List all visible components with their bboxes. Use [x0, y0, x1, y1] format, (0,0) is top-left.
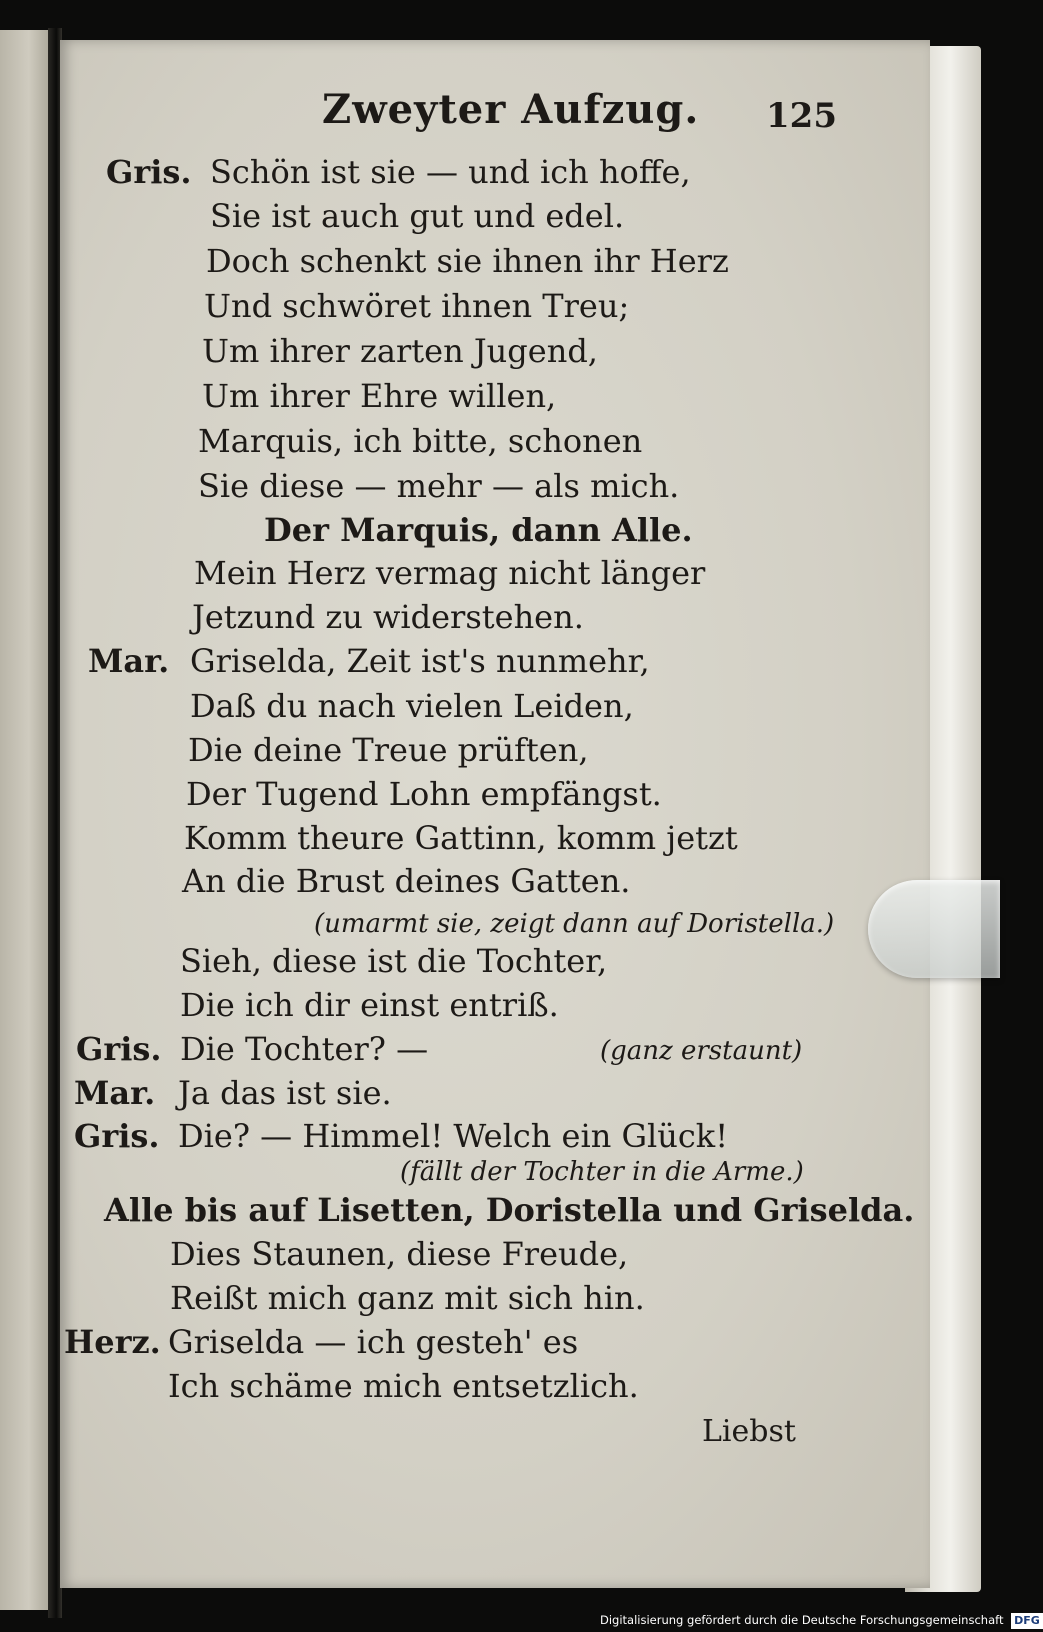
- verse-line: Jetzund zu widerstehen.: [192, 598, 584, 636]
- verse-line: Mein Herz vermag nicht länger: [194, 554, 706, 592]
- stage-direction: (fällt der Tochter in die Arme.): [400, 1157, 804, 1187]
- verse-line: Marquis, ich bitte, schonen: [198, 422, 643, 460]
- verse-line: Ich schäme mich entsetzlich.: [168, 1367, 639, 1405]
- verse-line: Sie ist auch gut und edel.: [210, 197, 625, 235]
- verse-line: Die deine Treue prüften,: [188, 731, 589, 769]
- verse-line: Ja das ist sie.: [178, 1074, 392, 1112]
- running-head: Zweyter Aufzug.: [322, 86, 700, 133]
- speaker-label: Herz.: [64, 1323, 161, 1361]
- verse-line: Schön ist sie — und ich hoffe,: [210, 153, 691, 191]
- verse-line: Sieh, diese ist die Tochter,: [180, 942, 608, 980]
- verse-line: Reißt mich ganz mit sich hin.: [170, 1279, 645, 1317]
- verse-line: Und schwöret ihnen Treu;: [204, 287, 630, 325]
- footer-text: Digitalisierung gefördert durch die Deutsche Forschungsgemeinschaft: [600, 1613, 1004, 1627]
- verse-line: Die Tochter? —: [180, 1030, 429, 1068]
- stage-direction: (ganz erstaunt): [600, 1036, 803, 1066]
- speaker-label: Gris.: [74, 1117, 160, 1155]
- verse-line: Komm theure Gattinn, komm jetzt: [184, 819, 738, 857]
- speaker-label: Gris.: [106, 153, 192, 191]
- speaker-label: Gris.: [76, 1030, 162, 1068]
- verse-line: Griselda, Zeit ist's nunmehr,: [190, 642, 650, 680]
- catchword: Liebst: [702, 1414, 796, 1449]
- verse-line: Dies Staunen, diese Freude,: [170, 1235, 629, 1273]
- verse-line: Doch schenkt sie ihnen ihr Herz: [206, 242, 729, 280]
- stage-direction: (umarmt sie, zeigt dann auf Doristella.): [314, 909, 835, 939]
- verse-line: An die Brust deines Gatten.: [182, 862, 631, 900]
- digitization-footer: [600, 1610, 1040, 1630]
- dfg-logo-badge: DFG: [1011, 1613, 1043, 1629]
- verse-line: Die? — Himmel! Welch ein Glück!: [178, 1117, 729, 1155]
- verse-line: Um ihrer Ehre willen,: [202, 377, 557, 415]
- verse-line: Griselda — ich gesteh' es: [168, 1323, 579, 1361]
- verse-line: Die ich dir einst entriß.: [180, 986, 559, 1024]
- speaker-label: Mar.: [88, 642, 170, 680]
- speaker-heading: Der Marquis, dann Alle.: [264, 511, 693, 549]
- speaker-label: Mar.: [74, 1074, 156, 1112]
- verse-line: Daß du nach vielen Leiden,: [190, 687, 634, 725]
- verse-line: Um ihrer zarten Jugend,: [202, 332, 598, 370]
- speaker-heading: Alle bis auf Lisetten, Doristella und Griselda.: [104, 1191, 915, 1229]
- verse-line: Der Tugend Lohn empfängst.: [186, 775, 662, 813]
- verse-line: Sie diese — mehr — als mich.: [198, 467, 680, 505]
- page-number: 125: [766, 96, 837, 136]
